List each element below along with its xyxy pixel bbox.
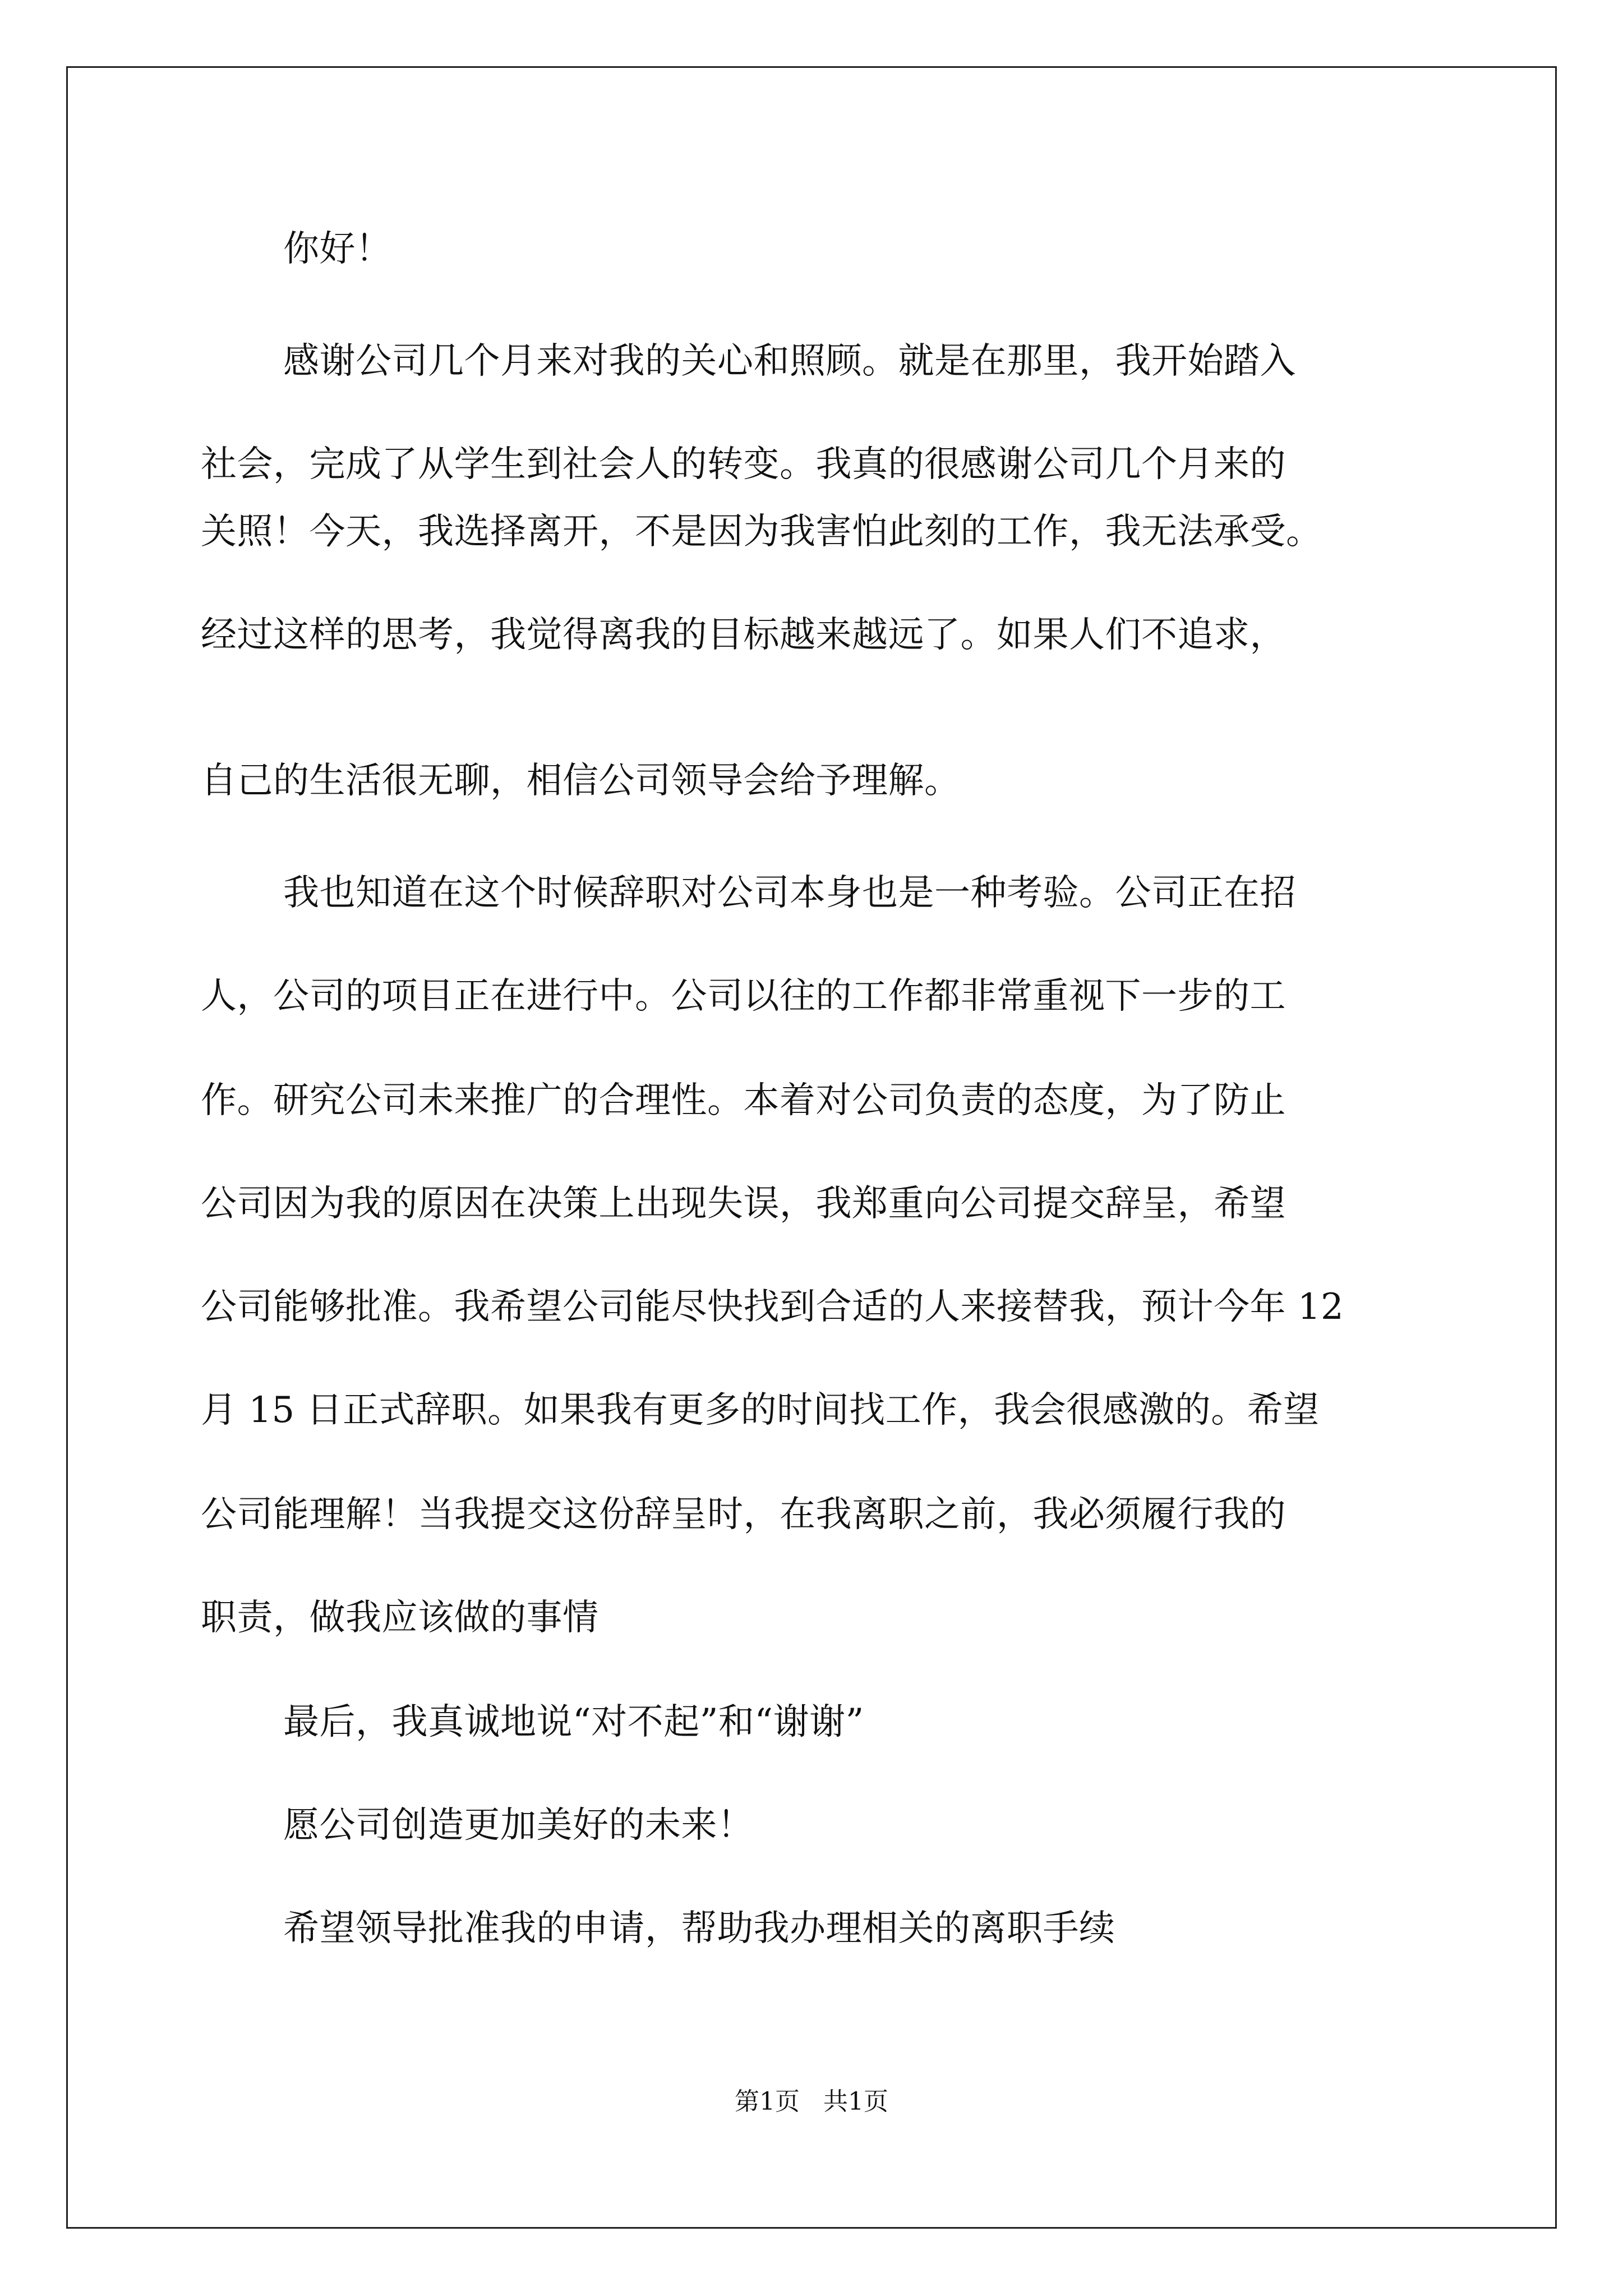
closing-line: 愿公司创造更加美好的未来！ bbox=[283, 1805, 754, 1846]
body-line: 作。研究公司未来推广的合理性。本着对公司负责的态度，为了防止 bbox=[201, 1080, 1286, 1121]
body-line: 感谢公司几个月来对我的关心和照顾。就是在那里，我开始踏入 bbox=[283, 341, 1296, 382]
body-line: 经过这样的思考，我觉得离我的目标越来越远了。如果人们不追求， bbox=[201, 614, 1286, 656]
closing-line: 最后，我真诚地说“对不起”和“谢谢” bbox=[283, 1701, 864, 1743]
body-line: 自己的生活很无聊，相信公司领导会给予理解。 bbox=[201, 760, 961, 802]
body-line: 公司能够批准。我希望公司能尽快找到合适的人来接替我，预计今年 12 bbox=[201, 1286, 1344, 1328]
body-line: 社会，完成了从学生到社会人的转变。我真的很感谢公司几个月来的 bbox=[201, 444, 1286, 485]
body-line: 关照！今天，我选择离开，不是因为我害怕此刻的工作，我无法承受。 bbox=[201, 511, 1322, 553]
body-line: 人，公司的项目正在进行中。公司以往的工作都非常重视下一步的工 bbox=[201, 976, 1286, 1017]
body-line: 公司因为我的原因在决策上出现失误，我郑重向公司提交辞呈，希望 bbox=[201, 1183, 1286, 1225]
body-line: 职责，做我应该做的事情 bbox=[201, 1597, 599, 1639]
page-number-footer: 第1页 共1页 bbox=[735, 2087, 888, 2116]
page-border bbox=[66, 66, 1557, 2229]
body-line: 月 15 日正式辞职。如果我有更多的时间找工作，我会很感激的。希望 bbox=[201, 1389, 1320, 1431]
body-line: 我也知道在这个时候辞职对公司本身也是一种考验。公司正在招 bbox=[283, 872, 1296, 914]
greeting-line: 你好！ bbox=[283, 228, 392, 270]
body-line: 公司能理解！当我提交这份辞呈时，在我离职之前，我必须履行我的 bbox=[201, 1494, 1286, 1535]
closing-line: 希望领导批准我的申请，帮助我办理相关的离职手续 bbox=[283, 1908, 1115, 1949]
